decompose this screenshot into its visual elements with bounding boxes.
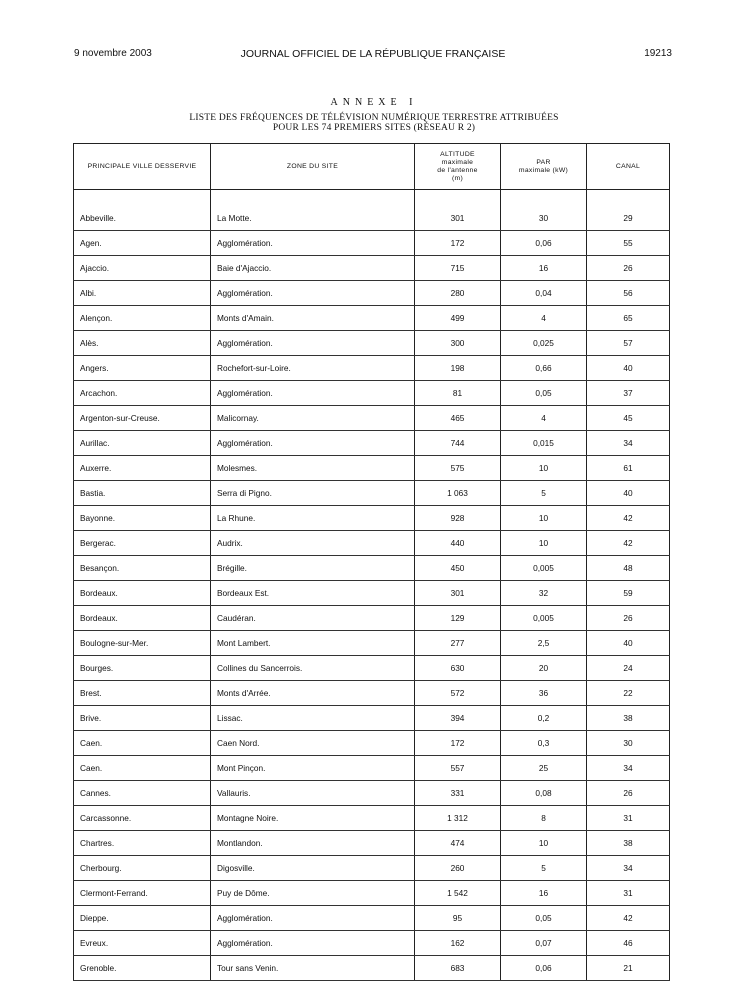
cell-altitude: 572 [415, 681, 501, 706]
cell-par: 32 [501, 581, 587, 606]
cell-canal: 31 [587, 806, 670, 831]
cell-canal: 34 [587, 856, 670, 881]
table-row [74, 206, 670, 231]
cell-altitude: 81 [415, 381, 501, 406]
journal-title: JOURNAL OFFICIEL DE LA RÉPUBLIQUE FRANÇAISE [240, 48, 506, 60]
cell-canal: 42 [587, 531, 670, 556]
cell-altitude: 450 [415, 556, 501, 581]
cell-par: 0,06 [501, 231, 587, 256]
cell-zone: La Rhune. [211, 506, 415, 531]
cell-zone: Brégille. [211, 556, 415, 581]
cell-altitude: 129 [415, 606, 501, 631]
cell-altitude: 300 [415, 331, 501, 356]
cell-altitude: 277 [415, 631, 501, 656]
cell-altitude: 301 [415, 206, 501, 231]
cell-canal: 42 [587, 906, 670, 931]
cell-altitude: 1 312 [415, 806, 501, 831]
cell-par: 0,2 [501, 706, 587, 731]
cell-city: Argenton-sur-Creuse. [74, 406, 211, 431]
table-row [74, 331, 670, 356]
table-row [74, 681, 670, 706]
cell-city: Bourges. [74, 656, 211, 681]
cell-canal: 38 [587, 706, 670, 731]
table-row [74, 881, 670, 906]
col-header-altitude-line-4: (m) [451, 174, 464, 182]
table-row [74, 806, 670, 831]
cell-altitude: 172 [415, 731, 501, 756]
table-header-row [74, 144, 670, 190]
cell-zone: Lissac. [211, 706, 415, 731]
cell-city: Cannes. [74, 781, 211, 806]
cell-canal: 29 [587, 206, 670, 231]
cell-canal: 40 [587, 481, 670, 506]
cell-city: Brive. [74, 706, 211, 731]
cell-canal: 56 [587, 281, 670, 306]
cell-par: 0,66 [501, 356, 587, 381]
table-row [74, 781, 670, 806]
cell-par: 0,015 [501, 431, 587, 456]
cell-par: 4 [501, 406, 587, 431]
cell-canal: 57 [587, 331, 670, 356]
cell-city: Dieppe. [74, 906, 211, 931]
cell-city: Caen. [74, 731, 211, 756]
table-row [74, 231, 670, 256]
cell-zone: Montlandon. [211, 831, 415, 856]
cell-city: Agen. [74, 231, 211, 256]
list-title [160, 113, 588, 133]
cell-altitude: 280 [415, 281, 501, 306]
table-row [74, 381, 670, 406]
cell-par: 16 [501, 256, 587, 281]
cell-zone: Vallauris. [211, 781, 415, 806]
cell-zone: Caen Nord. [211, 731, 415, 756]
cell-canal: 40 [587, 356, 670, 381]
cell-par: 0,025 [501, 331, 587, 356]
cell-city: Clermont-Ferrand. [74, 881, 211, 906]
table-row [74, 906, 670, 931]
table-row [74, 281, 670, 306]
cell-zone: Agglomération. [211, 381, 415, 406]
cell-city: Besançon. [74, 556, 211, 581]
col-header-altitude-line-1: ALTITUDE [440, 150, 475, 158]
cell-city: Evreux. [74, 931, 211, 956]
cell-par: 10 [501, 456, 587, 481]
col-header-par-line-1: PAR [536, 158, 551, 166]
cell-altitude: 630 [415, 656, 501, 681]
table-row [74, 831, 670, 856]
cell-par: 10 [501, 506, 587, 531]
cell-city: Arcachon. [74, 381, 211, 406]
cell-zone: Rochefort-sur-Loire. [211, 356, 415, 381]
cell-altitude: 301 [415, 581, 501, 606]
cell-zone: Puy de Dôme. [211, 881, 415, 906]
cell-city: Bayonne. [74, 506, 211, 531]
cell-zone: Collines du Sancerrois. [211, 656, 415, 681]
cell-par: 0,08 [501, 781, 587, 806]
table-row [74, 631, 670, 656]
cell-zone: Agglomération. [211, 906, 415, 931]
cell-par: 10 [501, 831, 587, 856]
cell-city: Alès. [74, 331, 211, 356]
cell-par: 0,05 [501, 906, 587, 931]
table-row [74, 956, 670, 981]
cell-zone: Agglomération. [211, 931, 415, 956]
cell-altitude: 499 [415, 306, 501, 331]
cell-altitude: 95 [415, 906, 501, 931]
cell-altitude: 465 [415, 406, 501, 431]
cell-altitude: 1 063 [415, 481, 501, 506]
cell-zone: Agglomération. [211, 231, 415, 256]
cell-par: 36 [501, 681, 587, 706]
cell-canal: 61 [587, 456, 670, 481]
page-header [74, 46, 672, 62]
cell-zone: Agglomération. [211, 281, 415, 306]
table-row [74, 606, 670, 631]
cell-canal: 21 [587, 956, 670, 981]
col-header-altitude-line-3: de l'antenne [437, 166, 478, 174]
cell-par: 0,05 [501, 381, 587, 406]
cell-zone: Bordeaux Est. [211, 581, 415, 606]
cell-canal: 45 [587, 406, 670, 431]
table-row [74, 506, 670, 531]
cell-par: 0,005 [501, 556, 587, 581]
cell-zone: Serra di Pigno. [211, 481, 415, 506]
cell-city: Caen. [74, 756, 211, 781]
cell-altitude: 928 [415, 506, 501, 531]
cell-altitude: 557 [415, 756, 501, 781]
cell-city: Carcassonne. [74, 806, 211, 831]
cell-zone: La Motte. [211, 206, 415, 231]
cell-zone: Monts d'Amain. [211, 306, 415, 331]
cell-city: Chartres. [74, 831, 211, 856]
cell-zone: Caudéran. [211, 606, 415, 631]
cell-altitude: 394 [415, 706, 501, 731]
cell-city: Aurillac. [74, 431, 211, 456]
cell-city: Boulogne-sur-Mer. [74, 631, 211, 656]
table-row [74, 406, 670, 431]
cell-canal: 42 [587, 506, 670, 531]
cell-city: Cherbourg. [74, 856, 211, 881]
cell-canal: 65 [587, 306, 670, 331]
cell-canal: 30 [587, 731, 670, 756]
cell-city: Angers. [74, 356, 211, 381]
cell-par: 0,04 [501, 281, 587, 306]
cell-par: 20 [501, 656, 587, 681]
cell-par: 0,06 [501, 956, 587, 981]
cell-canal: 37 [587, 381, 670, 406]
col-header-city: PRINCIPALE VILLE DESSERVIE [74, 144, 211, 190]
publication-date: 9 novembre 2003 [74, 48, 152, 59]
cell-canal: 40 [587, 631, 670, 656]
cell-canal: 31 [587, 881, 670, 906]
cell-canal: 22 [587, 681, 670, 706]
cell-city: Bergerac. [74, 531, 211, 556]
cell-altitude: 474 [415, 831, 501, 856]
cell-canal: 26 [587, 256, 670, 281]
table-row [74, 356, 670, 381]
cell-city: Albi. [74, 281, 211, 306]
cell-zone: Digosville. [211, 856, 415, 881]
cell-canal: 34 [587, 431, 670, 456]
cell-city: Bastia. [74, 481, 211, 506]
table-row [74, 256, 670, 281]
table-row [74, 531, 670, 556]
cell-altitude: 575 [415, 456, 501, 481]
cell-zone: Agglomération. [211, 331, 415, 356]
cell-par: 5 [501, 481, 587, 506]
cell-zone: Malicornay. [211, 406, 415, 431]
cell-city: Auxerre. [74, 456, 211, 481]
cell-par: 10 [501, 531, 587, 556]
table-row [74, 756, 670, 781]
cell-city: Grenoble. [74, 956, 211, 981]
cell-canal: 59 [587, 581, 670, 606]
cell-city: Abbeville. [74, 206, 211, 231]
annex-label: ANNEXE I [330, 97, 418, 108]
list-title-line-1: LISTE DES FRÉQUENCES DE TÉLÉVISION NUMÉRIQUE TERRESTRE ATTRIBUÉES [189, 113, 559, 123]
table-row [74, 706, 670, 731]
cell-zone: Montagne Noire. [211, 806, 415, 831]
cell-city: Ajaccio. [74, 256, 211, 281]
cell-zone: Baie d'Ajaccio. [211, 256, 415, 281]
list-title-line-2: POUR LES 74 PREMIERS SITES (RÉSEAU R 2) [272, 123, 476, 133]
cell-zone: Tour sans Venin. [211, 956, 415, 981]
cell-zone: Agglomération. [211, 431, 415, 456]
col-header-canal: CANAL [587, 144, 670, 190]
cell-canal: 34 [587, 756, 670, 781]
table-row [74, 581, 670, 606]
cell-city: Alençon. [74, 306, 211, 331]
col-header-altitude-line-2: maximale [441, 158, 474, 166]
col-header-zone: ZONE DU SITE [211, 144, 415, 190]
cell-par: 4 [501, 306, 587, 331]
table-row [74, 556, 670, 581]
cell-par: 0,07 [501, 931, 587, 956]
cell-altitude: 260 [415, 856, 501, 881]
table-row [74, 481, 670, 506]
table-spacer-row [74, 190, 670, 207]
table-row [74, 431, 670, 456]
cell-par: 5 [501, 856, 587, 881]
col-header-altitude [415, 144, 501, 190]
cell-canal: 26 [587, 781, 670, 806]
cell-canal: 38 [587, 831, 670, 856]
cell-zone: Monts d'Arrée. [211, 681, 415, 706]
cell-altitude: 715 [415, 256, 501, 281]
cell-par: 25 [501, 756, 587, 781]
cell-altitude: 683 [415, 956, 501, 981]
cell-city: Bordeaux. [74, 581, 211, 606]
table-row [74, 856, 670, 881]
cell-canal: 55 [587, 231, 670, 256]
cell-altitude: 440 [415, 531, 501, 556]
cell-par: 30 [501, 206, 587, 231]
cell-city: Bordeaux. [74, 606, 211, 631]
table-row [74, 456, 670, 481]
cell-altitude: 198 [415, 356, 501, 381]
cell-par: 16 [501, 881, 587, 906]
cell-altitude: 172 [415, 231, 501, 256]
cell-par: 0,005 [501, 606, 587, 631]
cell-par: 0,3 [501, 731, 587, 756]
table-row [74, 731, 670, 756]
table-row [74, 656, 670, 681]
cell-canal: 48 [587, 556, 670, 581]
cell-altitude: 162 [415, 931, 501, 956]
cell-canal: 46 [587, 931, 670, 956]
table-row [74, 931, 670, 956]
cell-canal: 24 [587, 656, 670, 681]
cell-zone: Mont Pinçon. [211, 756, 415, 781]
cell-altitude: 1 542 [415, 881, 501, 906]
col-header-par [501, 144, 587, 190]
cell-zone: Molesmes. [211, 456, 415, 481]
cell-par: 8 [501, 806, 587, 831]
page-number: 19213 [644, 48, 672, 59]
cell-city: Brest. [74, 681, 211, 706]
table-row [74, 306, 670, 331]
cell-zone: Mont Lambert. [211, 631, 415, 656]
table-body [74, 190, 670, 981]
cell-altitude: 744 [415, 431, 501, 456]
cell-altitude: 331 [415, 781, 501, 806]
col-header-par-line-2: maximale (kW) [518, 166, 569, 174]
frequency-table [73, 143, 670, 981]
cell-par: 2,5 [501, 631, 587, 656]
cell-zone: Audrix. [211, 531, 415, 556]
cell-canal: 26 [587, 606, 670, 631]
